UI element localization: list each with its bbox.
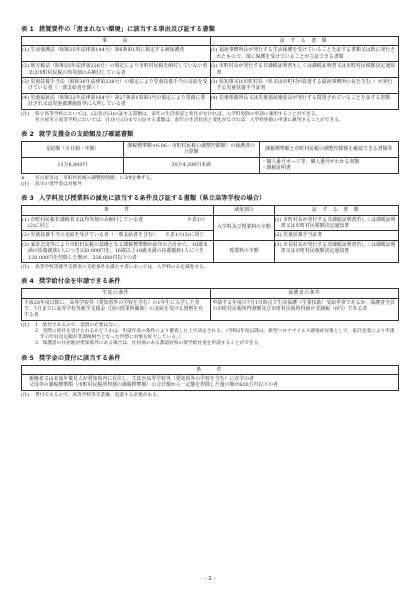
table1-cell: (1) 福祉事務所長が発行する生活保護を受けていることを証する書類又は既に発行されたもので、現に保護を受けていることが立証できる書類	[210, 46, 399, 62]
table2-header-income: 課税標準額×6.06－市町村民税の調整控除額）の保護者の合算額	[123, 142, 259, 158]
note-label: (注)	[21, 392, 30, 398]
table1-number: 表 1	[21, 26, 34, 33]
table-row	[22, 78, 399, 94]
note-text: 3 保護者の住居地が愛知県外にある場合は、住居地のある都道府県の奨学給付金を申請することができる。	[35, 341, 263, 347]
table1-cell: (4) 児童福祉法（昭和22年法律第164号）第27条第1項第3号の規定により里親に委託され又は児童養護施設等に入所している者	[22, 93, 211, 109]
table4-title	[21, 278, 399, 286]
table1-cell: (1) 生活保護法（昭和25年法律第144号）第6条第1項に規定する被保護者	[22, 46, 211, 62]
table4-caption: 奨学給付金を申請できる条件	[38, 278, 121, 286]
table3-header-rate: 減免割合	[214, 206, 274, 215]
table2-caption: 就学支援金の支給額及び確認書類	[38, 131, 134, 139]
table5-condition-line: 父母等の課税標準額（市町村民税所得割の課税標準額）の合計額から一定額を控除した後の額が830万円以下の者	[29, 382, 278, 389]
table4-header-student: 生徒の条件	[22, 289, 211, 298]
table5-condition-line: 親権者又は未成年後見人が愛知県内に在住し、生徒が高等学校等（愛知県外の学校を含む）に在学の者	[29, 375, 254, 382]
table1-header-row	[22, 37, 399, 46]
table1	[21, 36, 399, 110]
table4-header-guardian: 保護者の条件	[210, 289, 399, 298]
table1-cell: (2) 市町村長が発行する非課税証明書もしくは課税証明書又は市町村民税額決定通知書	[210, 62, 399, 78]
table1-header-document: 証 す る 書 類	[210, 37, 399, 46]
table5-header-row	[22, 365, 399, 374]
table4-notes	[21, 323, 399, 348]
table3-document: (2) 児童扶養手当証書	[274, 231, 398, 240]
table-row	[22, 157, 399, 173]
table2-number: 表 2	[21, 131, 34, 139]
table-row	[22, 240, 399, 262]
table-row	[22, 215, 399, 231]
table1-cell: (3) 県知事又は市町村長（県又は市町村が設置する福祉事務所の長を含む。）が発行する児童扶養手当証書	[210, 78, 399, 94]
note-label: (注)	[21, 181, 30, 187]
table1-caption: 措置要件の「恵まれない環境」に該当する事由及び証する書類	[38, 26, 216, 33]
table-row	[22, 62, 399, 78]
table2	[21, 141, 399, 174]
table2-header-documents: 課税標準額と市町村民税の調整控除額を確認できる書類等	[259, 142, 399, 158]
table3-title	[21, 195, 399, 203]
note-text: 1 給付であるので、返済の必要はない。	[35, 322, 123, 328]
table2-notes	[21, 176, 399, 188]
table4-header-row	[22, 289, 399, 298]
table5-notes	[21, 393, 399, 399]
note-label: (注)	[21, 264, 30, 270]
note-label	[21, 329, 35, 341]
table3-header-row	[22, 206, 399, 215]
note-text: 名古屋市立高等学校においては、(1)から(3)までの証する書類は、前年の生活状況と変化がなければ、入学料免除の申請に兼用することができる。	[35, 117, 344, 123]
table1-cell: (4) 児童相談所長又は児童福祉施設長が発行する措置されていることを証する書類	[210, 93, 399, 109]
page-number: - 2 -	[204, 576, 216, 582]
note-label	[21, 118, 35, 124]
table3-rate-full: 入学料及び授業料の全額	[214, 215, 274, 240]
table3	[21, 205, 399, 263]
note-text: 高等学校等就学支援金の支給条件を満たす者にあっては、入学料のみを減免する。	[35, 264, 209, 270]
table2-income-limit: 30万4,200円未満	[123, 157, 259, 173]
table2-title	[21, 131, 399, 139]
table3-header-document: 証 す る 書 類	[274, 206, 398, 215]
table5-caption: 奨学金の貸付に該当する条件	[38, 354, 121, 362]
table3-document: (3) 市長村長が発行する非課税証明書若しくは課税証明書又は市町村民税額決定通知書	[274, 240, 398, 262]
table1-cell: (3) 児童扶養手当法（昭和36年法律第238号）の規定により児童扶養手当の支給を受けている者（一部支給者を除く）	[22, 78, 211, 94]
table4-guardian-condition: 申請する年度の7月1日時点で生活保護（生業扶助）受給世帯であるか、保護者全員の市町村民税所得割額及び市町村民税所得割が非課税（0円）である者	[210, 298, 399, 320]
table-row	[22, 46, 399, 62]
table1-notes	[21, 112, 399, 124]
table3-condition: (2) 児童扶養手当の支給を受けている者（一部支給者を含む） ※表1の(3)に同じ	[22, 231, 214, 240]
table2-amount: 11万8,800円	[22, 157, 124, 173]
table3-number: 表 3	[21, 195, 34, 203]
table-row	[22, 298, 399, 320]
table3-condition: (3) 家計急変等により市町村民税の基礎となる課税標準額が前年の合計から、16歳未満の扶養親族1人につき330,000円を、16歳以上19歳未満の扶養親族1人につき120,000円を控除した額が、336,000円以下の者	[22, 240, 214, 262]
table-row	[22, 374, 399, 390]
table2-documents: ・個人番号カード等、個人番号がわかる書類 ・課税証明書	[259, 157, 399, 173]
note-text: 高卒の奨学金は対象外	[35, 181, 82, 187]
note-label: ※	[21, 175, 25, 181]
table5-conditions	[22, 374, 399, 390]
table4-student-condition: 平成28年度以降に、高等学校等（愛知県外の学校を含む）の1年生に入学した者で、7月までに高等学校等就学支援金（国の授業料補助）の支給を受ける資格を有する者	[22, 298, 211, 320]
table4	[21, 288, 399, 321]
table5-header-condition: 条 件	[22, 365, 399, 374]
note-label	[21, 341, 35, 347]
table3-caption: 入学料及び授業料の減免に該当する条件及び証する書類（県立高等学校の場合）	[38, 195, 266, 203]
table2-header-amount: 支給額（全日制・年額）	[22, 142, 124, 158]
table3-document: (1) 市町村長が発行する非課税証明書若しくは課税証明書又は市町村民税額決定通知書	[274, 215, 398, 231]
note-text: 名古屋市は「市町村民税の調整控除額」に3/4を乗ずる。	[35, 175, 156, 181]
note-text: 県立高等学校においては、(2)及び(3)の証する書類は、前年の生活状況と変化がなければ、入学料免除の申請に兼用することができる。	[35, 111, 321, 117]
table3-header-condition: 条 件	[22, 206, 214, 215]
note-label: (注)	[21, 322, 30, 328]
table5-title	[21, 355, 399, 363]
table-row	[22, 231, 399, 240]
table5	[21, 365, 399, 391]
table4-number: 表 4	[21, 278, 34, 286]
table3-notes	[21, 265, 399, 271]
note-label: (注)	[21, 111, 30, 117]
table3-condition: (1) 市町村民税非課税者又は均等割のみ納付している者 ※表1の(2)に同じ	[22, 215, 214, 231]
table2-header-row	[22, 142, 399, 158]
table3-rate-half: 授業料の半額	[214, 240, 274, 262]
table5-number: 表 5	[21, 354, 34, 362]
table1-cell: (2) 地方税法（昭和25年法律第226号）の規定により市町村民税を納付していない者又は市町村民税の均等割のみ納付している者	[22, 62, 211, 78]
note-text: 2 実際に給付を受けられるかどうかは、申請年度の条件により審査した上で決定される。（令和2年度以降は、新型コロナウイルス感染症対策として、家計急変により申請年の年収見込額が非課税相当となった世帯に対象を拡大している。）	[35, 328, 395, 341]
table-row	[22, 93, 399, 109]
table1-header-reason: 事 由	[22, 37, 211, 46]
table1-title	[21, 26, 399, 34]
note-text: 貸付であるので、高等学校等卒業後、返還する必要がある。	[35, 392, 162, 398]
